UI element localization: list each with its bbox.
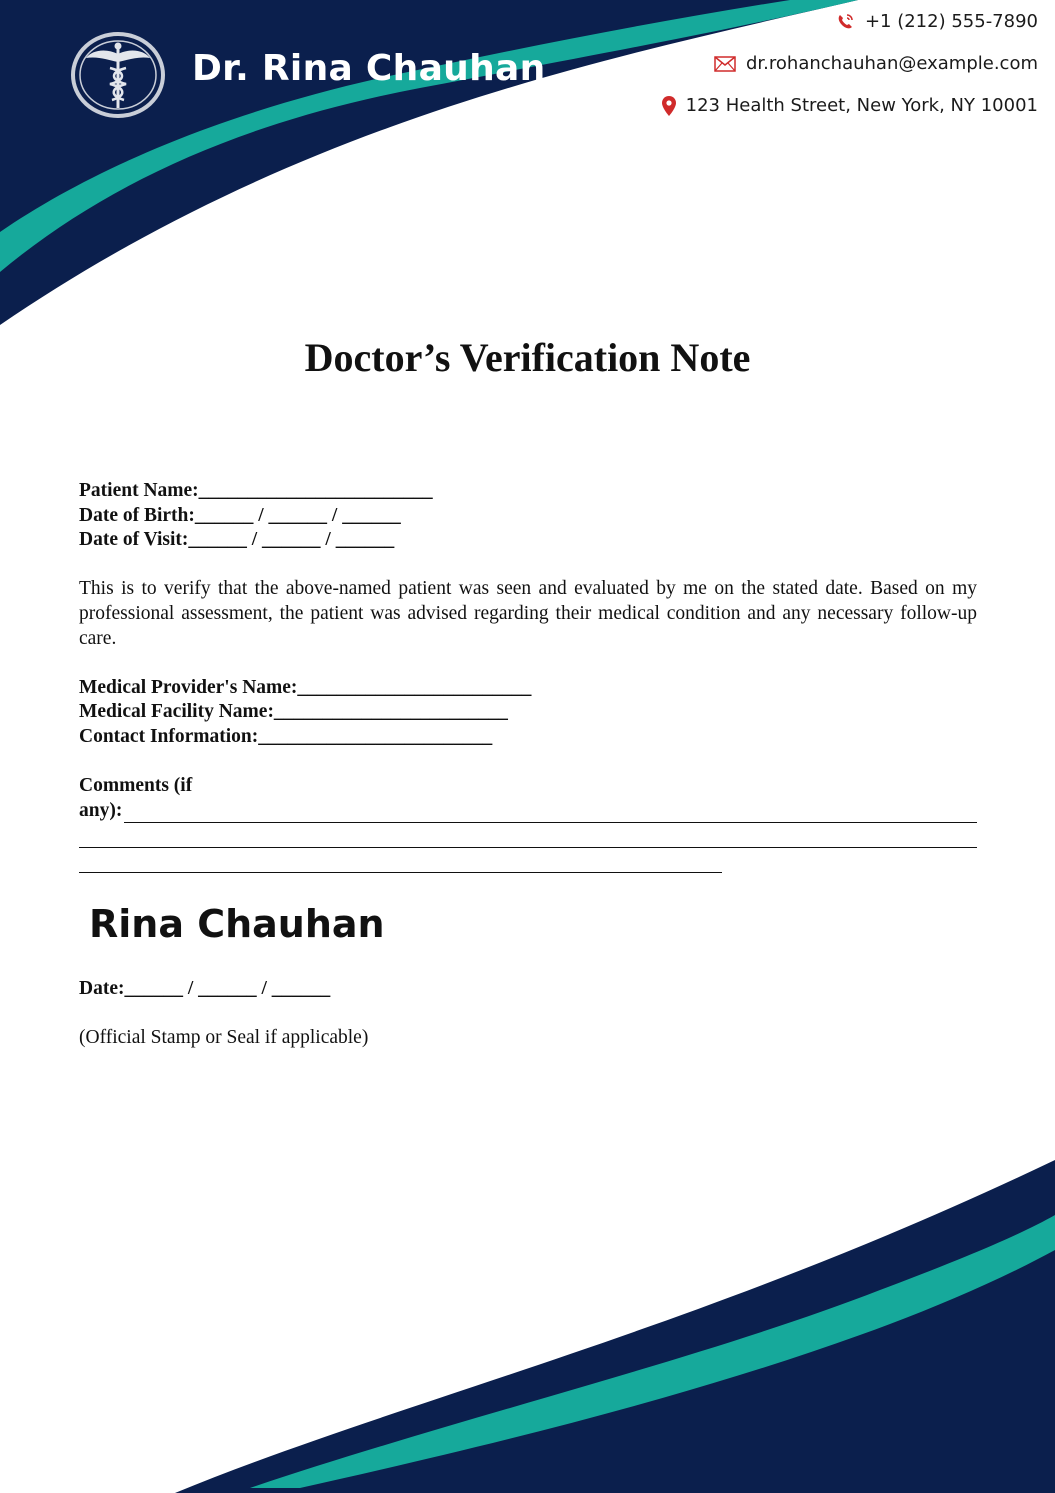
date-of-visit-field: Date of Visit:______ / ______ / ______ <box>79 529 395 551</box>
address-text: 123 Health Street, New York, NY 10001 <box>685 95 1038 116</box>
comments-section <box>79 774 977 873</box>
phone-icon <box>835 12 855 32</box>
contact-email <box>714 53 1038 74</box>
comments-label-line1: Comments (if <box>79 775 193 797</box>
facility-name-field: Medical Facility Name:________________________ <box>79 701 508 723</box>
patient-name-field: Patient Name:________________________ <box>79 480 433 501</box>
comments-label-line2: any): <box>79 799 123 821</box>
comments-line-3 <box>79 848 722 873</box>
date-of-birth-field: Date of Birth:______ / ______ / ______ <box>79 504 401 526</box>
contact-phone <box>835 11 1038 32</box>
email-text: dr.rohanchauhan@example.com <box>746 53 1038 74</box>
doctor-name-heading: Dr. Rina Chauhan <box>192 48 546 89</box>
contact-information-field: Contact Information:________________________ <box>79 725 493 747</box>
stamp-note: (Official Stamp or Seal if applicable) <box>79 1027 369 1048</box>
signature-date-field: Date:______ / ______ / ______ <box>79 978 331 999</box>
document-body <box>79 479 977 873</box>
verification-paragraph: This is to verify that the above-named patient was seen and evaluated by me on the stated date. Based on my professional assessment, the patient was advised regarding their medical condition and any necessary follow-up care. <box>79 578 977 649</box>
location-pin-icon <box>662 96 676 116</box>
comments-line-1 <box>124 804 977 823</box>
caduceus-icon <box>70 32 166 118</box>
provider-fields <box>79 676 977 750</box>
provider-name-field: Medical Provider's Name:________________________ <box>79 676 532 698</box>
email-icon <box>714 56 736 72</box>
patient-fields <box>79 479 977 553</box>
phone-text: +1 (212) 555-7890 <box>864 11 1038 32</box>
signature: Rina Chauhan <box>89 902 385 946</box>
document-title: Doctor’s Verification Note <box>304 335 751 380</box>
comments-line-2 <box>79 823 977 848</box>
contact-address <box>662 95 1038 116</box>
